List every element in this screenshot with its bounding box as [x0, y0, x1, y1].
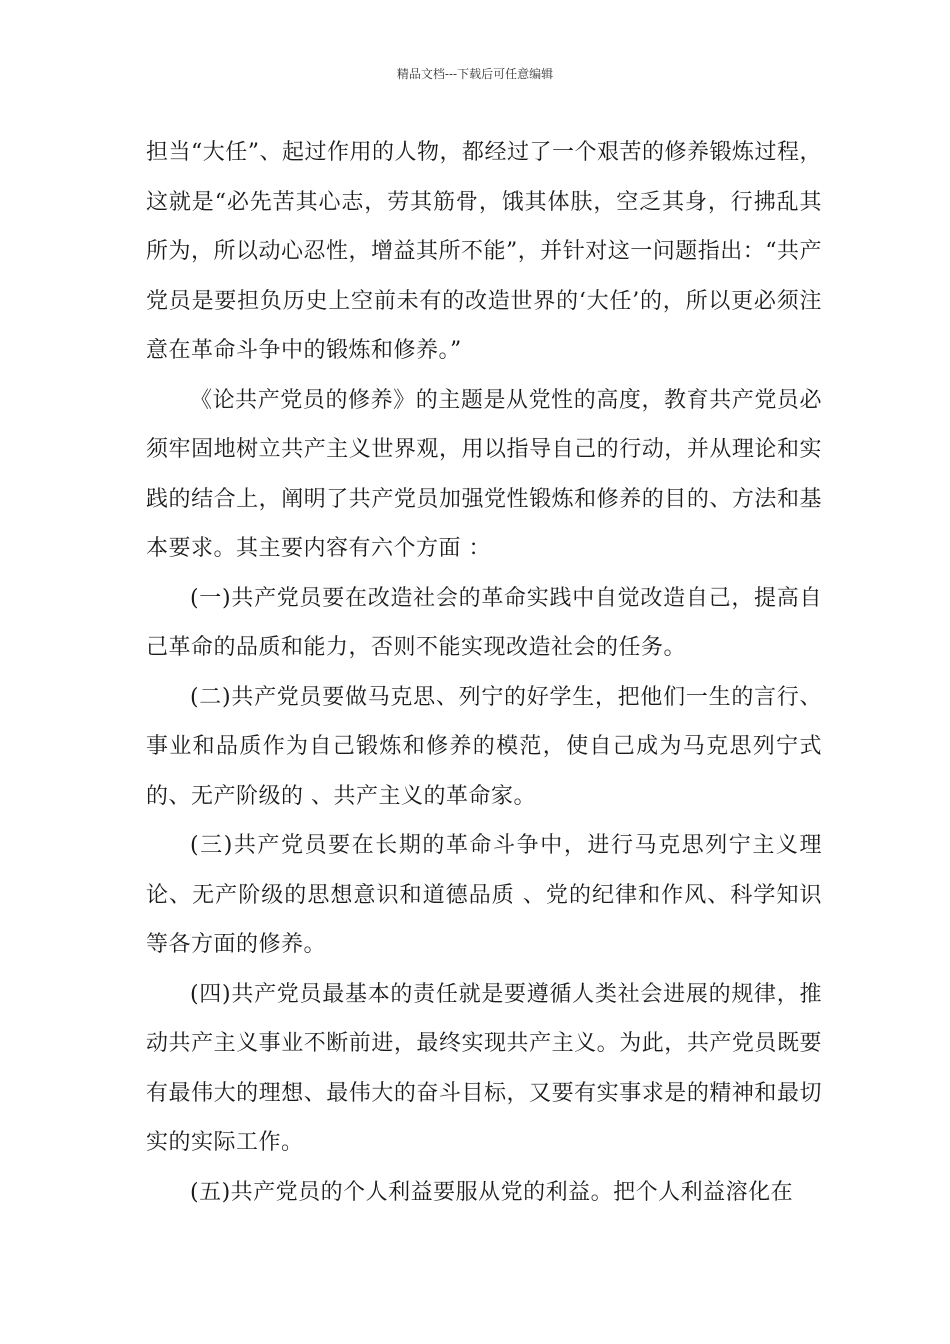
paragraph-theme: 《论共产党员的修养》的主题是从党性的高度，教育共产党员必须牢固地树立共产主义世界观，用以指导自己的行动，并从理论和实践的结合上，阐明了共产党员加强党性锻炼和修养的目的、方法和基本要求。其主要内容有六个方面 ：: [146, 387, 822, 561]
document-body: [146, 128, 822, 1217]
paragraph-point-2: (二)共产党员要做马克思、列宁的好学生，把他们一生的言行、事业和品质作为自己锻炼和修养的模范，使自己成为马克思列宁式的、无产阶级的 、共产主义的革命家。: [146, 684, 822, 809]
paragraph-continued: 担当“大任”、起过作用的人物，都经过了一个艰苦的修养锻炼过程，这就是“必先苦其心志，劳其筋骨，饿其体肤，空乏其身，行拂乱其所为，所以动心忍性，增益其所不能”，并针对这一问题指出：“共产党员是要担负历史上空前未有的改造世界的‘大任’的，所以更必须注意在革命斗争中的锻炼和修养。”: [146, 140, 822, 363]
paragraph-point-5: (五)共产党员的个人利益要服从党的利益。把个人利益溶化在: [190, 1179, 794, 1205]
paragraph-point-3: (三)共产党员要在长期的革命斗争中，进行马克思列宁主义理论、无产阶级的思想意识和道德品质 、党的纪律和作风、科学知识等各方面的修养。: [146, 833, 822, 957]
paragraph-point-1: (一)共产党员要在改造社会的革命实践中自觉改造自己，提高自己革命的品质和能力，否则不能实现改造社会的任务。: [146, 585, 822, 660]
page-header: 精品文档---下载后可任意编辑: [396, 67, 554, 81]
paragraph-point-4: (四)共产党员最基本的责任就是要遵循人类社会进展的规律，推动共产主义事业不断前进，最终实现共产主义。为此，共产党员既要有最伟大的理想、最伟大的奋斗目标，又要有实事求是的精神和最切实的实际工作。: [146, 981, 822, 1155]
